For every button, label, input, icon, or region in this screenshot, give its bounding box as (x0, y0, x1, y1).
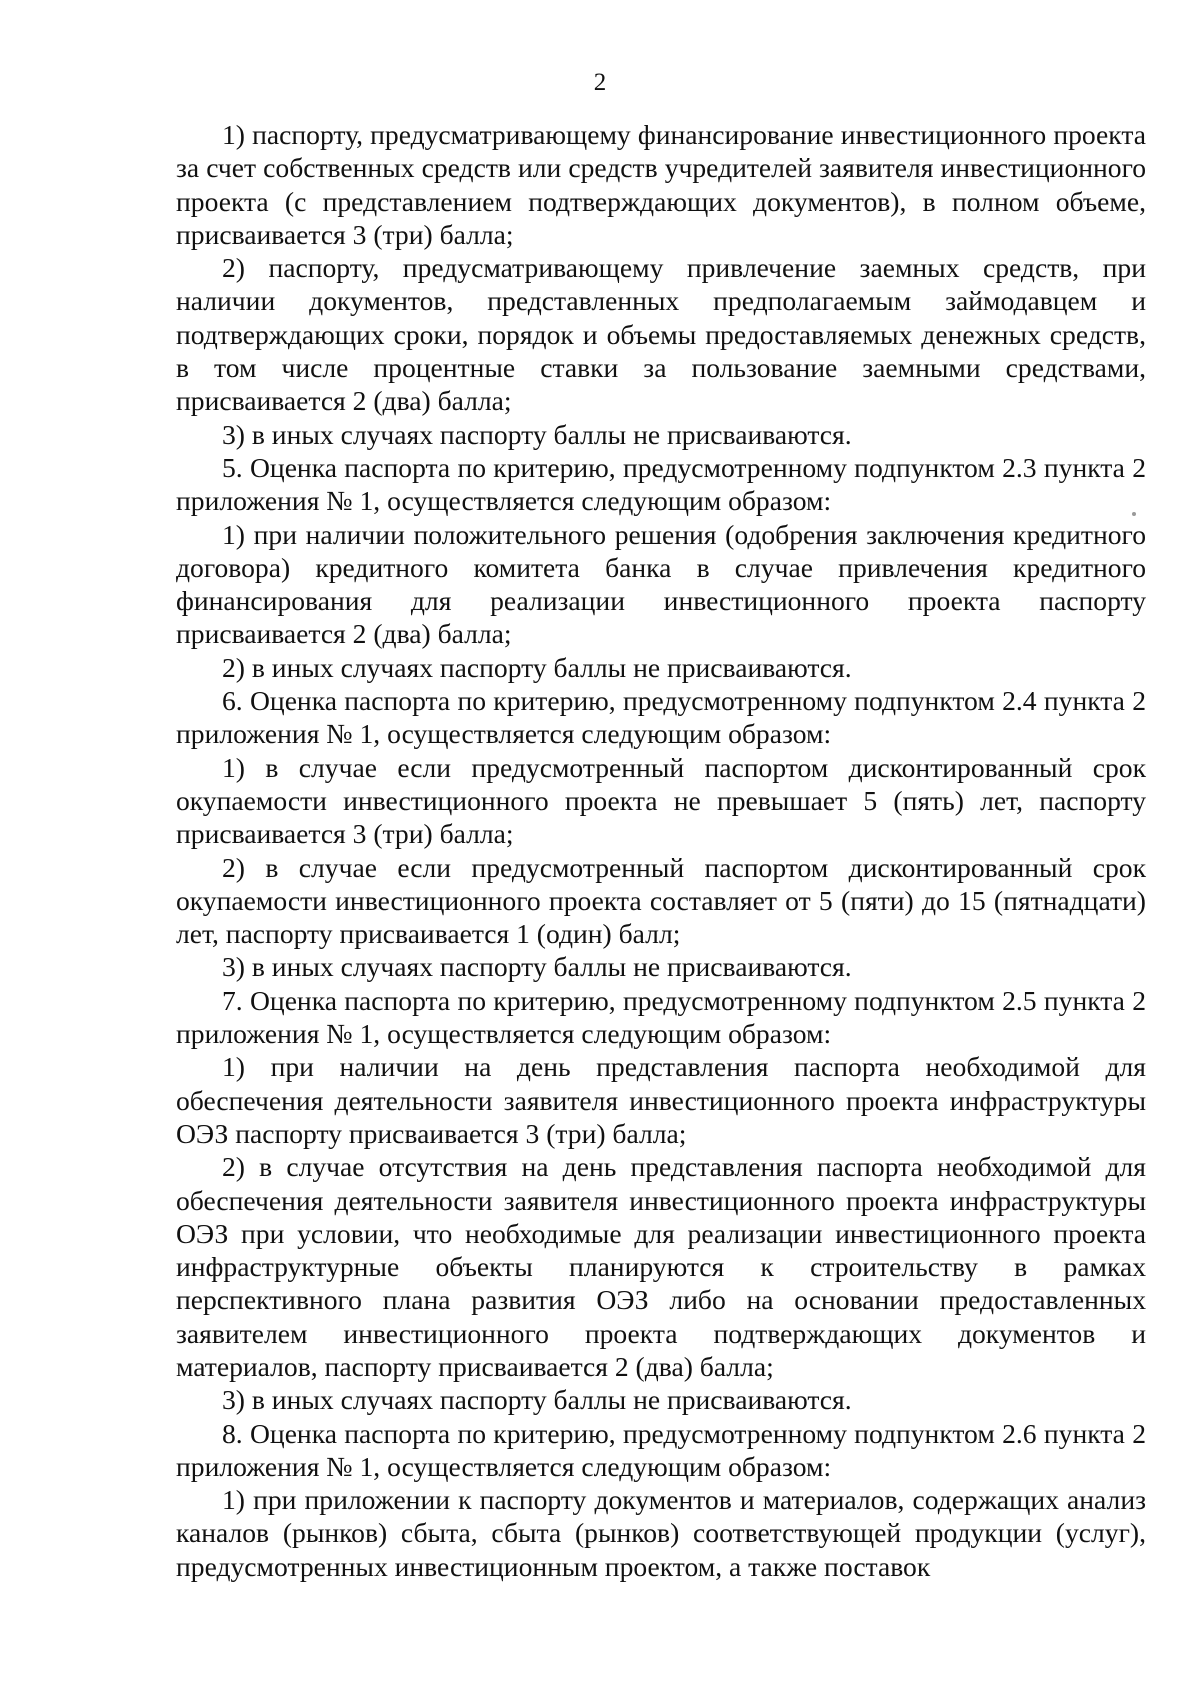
paragraph-14: 3) в иных случаях паспорту баллы не присваиваются. (222, 1384, 852, 1416)
paragraph-10: 3) в иных случаях паспорту баллы не присваиваются. (222, 951, 852, 983)
paragraph-15: 8. Оценка паспорта по критерию, предусмотренному подпунктом 2.6 пункта 2 приложения № 1, осуществляется следующим образом: (176, 1417, 1146, 1482)
paragraph-5: 1) при наличии положительного решения (одобрения заключения кредитного договора) кредитного комитета банка в случае привлечения кредитного финансирования для реализации инвестиционного проекта паспорту присваивается 2 (два) балла; (176, 518, 1146, 650)
document-body (176, 118, 1146, 1583)
page-number: 2 (593, 69, 607, 96)
paragraph-11: 7. Оценка паспорта по критерию, предусмотренному подпунктом 2.5 пункта 2 приложения № 1, осуществляется следующим образом: (176, 984, 1146, 1050)
paragraph-7: 6. Оценка паспорта по критерию, предусмотренному подпунктом 2.4 пункта 2 приложения № 1, осуществляется следующим образом: (176, 685, 1146, 750)
paragraph-4: 5. Оценка паспорта по критерию, предусмотренному подпунктом 2.3 пункта 2 приложения № 1, осуществляется следующим образом: (176, 451, 1146, 517)
paragraph-2: 2) паспорту, предусматривающему привлечение заемных средств, при наличии документов, представленных предполагаемым займодавцем и подтверждающих сроки, порядок и объемы предоставляемых денежных средств, в том числе процентные ставки за пользование заемными средствами, присваивается 2 (два) балла; (176, 252, 1146, 417)
paragraph-9: 2) в случае если предусмотренный паспортом дисконтированный срок окупаемости инвестиционного проекта составляет от 5 (пяти) до 15 (пятнадцати) лет, паспорту присваивается 1 (один) балл; (176, 851, 1146, 950)
scan-speck (1132, 512, 1136, 516)
paragraph-8: 1) в случае если предусмотренный паспортом дисконтированный срок окупаемости инвестиционного проекта не превышает 5 (пять) лет, паспорту присваивается 3 (три) балла; (176, 751, 1146, 850)
paragraph-13: 2) в случае отсутствия на день представления паспорта необходимой для обеспечения деятельности заявителя инвестиционного проекта инфраструктуры ОЭЗ при условии, что необходимые для реализации инвестиционного проекта инфраструктурные объекты планируются к строительству в рамках перспективного плана развития ОЭЗ либо на основании предоставленных заявителем инвестиционного проекта подтверждающих документов и материалов, паспорту присваивается 2 (два) балла; (176, 1151, 1146, 1382)
paragraph-3: 3) в иных случаях паспорту баллы не присваиваются. (222, 418, 852, 450)
paragraph-6: 2) в иных случаях паспорту баллы не присваиваются. (222, 651, 852, 683)
paragraph-16: 1) при приложении к паспорту документов и материалов, содержащих анализ каналов (рынков) сбыта, сбыта (рынков) соответствующей продукции (услуг), предусмотренных инвестиционным проектом, а также поставок (176, 1484, 1146, 1582)
paragraph-12: 1) при наличии на день представления паспорта необходимой для обеспечения деятельности заявителя инвестиционного проекта инфраструктуры ОЭЗ паспорту присваивается 3 (три) балла; (176, 1051, 1146, 1149)
paragraph-1: 1) паспорту, предусматривающему финансирование инвестиционного проекта за счет собственных средств или средств учредителей заявителя инвестиционного проекта (с представлением подтверждающих документов), в полном объеме, присваивается 3 (три) балла; (176, 119, 1146, 250)
